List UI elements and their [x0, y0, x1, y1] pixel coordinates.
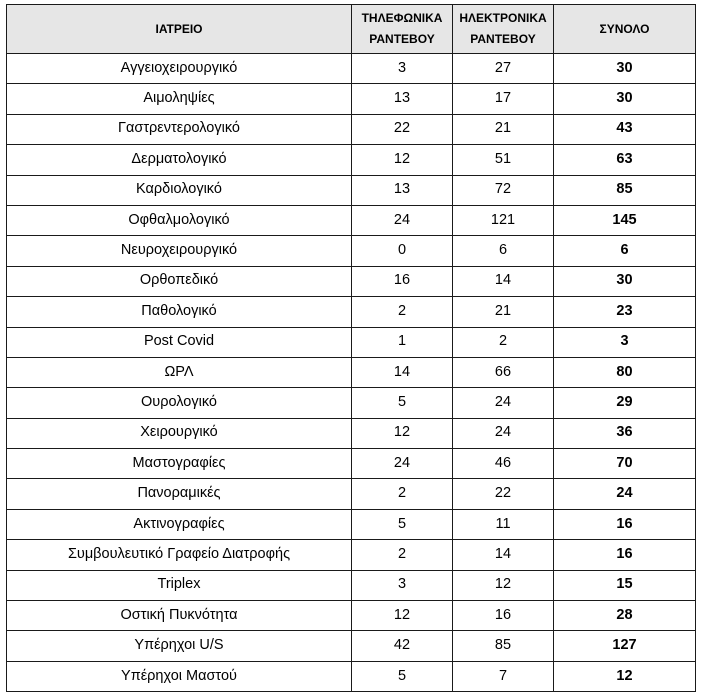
- phone-count-cell: 5: [352, 388, 453, 418]
- table-row: [7, 570, 696, 600]
- table-row: [7, 601, 696, 631]
- clinic-cell: Υπέρηχοι U/S: [7, 631, 352, 661]
- header-phone-appointments: [352, 5, 453, 54]
- online-count-cell: 24: [453, 388, 554, 418]
- clinic-cell: Ορθοπεδικό: [7, 266, 352, 296]
- table-row: [7, 145, 696, 175]
- header-phone-line1: ΤΗΛΕΦΩΝΙΚΑ: [361, 11, 443, 25]
- online-count-cell: 14: [453, 266, 554, 296]
- clinic-cell: Υπέρηχοι Μαστού: [7, 661, 352, 691]
- total-cell: 36: [554, 418, 696, 448]
- table-row: [7, 631, 696, 661]
- online-count-cell: 21: [453, 114, 554, 144]
- total-cell: 30: [554, 84, 696, 114]
- phone-count-cell: 0: [352, 236, 453, 266]
- total-cell: 145: [554, 205, 696, 235]
- table-row: [7, 84, 696, 114]
- online-count-cell: 14: [453, 540, 554, 570]
- header-phone-line2: ΡΑΝΤΕΒΟΥ: [369, 32, 435, 46]
- clinic-cell: Νευροχειρουργικό: [7, 236, 352, 266]
- clinic-cell: Αγγειοχειρουργικό: [7, 54, 352, 84]
- clinic-cell: Ουρολογικό: [7, 388, 352, 418]
- total-cell: 29: [554, 388, 696, 418]
- clinic-cell: Post Covid: [7, 327, 352, 357]
- total-cell: 23: [554, 297, 696, 327]
- table-row: [7, 327, 696, 357]
- online-count-cell: 66: [453, 357, 554, 387]
- online-count-cell: 21: [453, 297, 554, 327]
- total-cell: 28: [554, 601, 696, 631]
- table-row: [7, 509, 696, 539]
- phone-count-cell: 24: [352, 449, 453, 479]
- clinic-cell: Οφθαλμολογικό: [7, 205, 352, 235]
- online-count-cell: 121: [453, 205, 554, 235]
- online-count-cell: 51: [453, 145, 554, 175]
- total-cell: 63: [554, 145, 696, 175]
- clinic-cell: ΩΡΛ: [7, 357, 352, 387]
- total-cell: 3: [554, 327, 696, 357]
- phone-count-cell: 3: [352, 54, 453, 84]
- phone-count-cell: 24: [352, 205, 453, 235]
- total-cell: 85: [554, 175, 696, 205]
- table-row: [7, 418, 696, 448]
- online-count-cell: 72: [453, 175, 554, 205]
- total-cell: 24: [554, 479, 696, 509]
- online-count-cell: 27: [453, 54, 554, 84]
- phone-count-cell: 2: [352, 479, 453, 509]
- online-count-cell: 22: [453, 479, 554, 509]
- phone-count-cell: 13: [352, 84, 453, 114]
- header-online-line1: ΗΛΕΚΤΡΟΝΙΚΑ: [459, 11, 547, 25]
- table-row: [7, 479, 696, 509]
- clinic-cell: Πανοραμικές: [7, 479, 352, 509]
- table-header: [7, 5, 696, 54]
- phone-count-cell: 5: [352, 509, 453, 539]
- online-count-cell: 12: [453, 570, 554, 600]
- online-count-cell: 2: [453, 327, 554, 357]
- online-count-cell: 24: [453, 418, 554, 448]
- total-cell: 16: [554, 509, 696, 539]
- online-count-cell: 85: [453, 631, 554, 661]
- table-row: [7, 388, 696, 418]
- clinic-cell: Συμβουλευτικό Γραφείο Διατροφής: [7, 540, 352, 570]
- table-body: [7, 54, 696, 692]
- total-cell: 15: [554, 570, 696, 600]
- table-row: [7, 54, 696, 84]
- total-cell: 12: [554, 661, 696, 691]
- header-clinic: ΙΑΤΡΕΙΟ: [7, 5, 352, 54]
- header-online-line2: ΡΑΝΤΕΒΟΥ: [470, 32, 536, 46]
- table-row: [7, 357, 696, 387]
- phone-count-cell: 12: [352, 145, 453, 175]
- total-cell: 127: [554, 631, 696, 661]
- total-cell: 43: [554, 114, 696, 144]
- phone-count-cell: 13: [352, 175, 453, 205]
- total-cell: 80: [554, 357, 696, 387]
- clinic-cell: Γαστρεντερολογικό: [7, 114, 352, 144]
- clinic-cell: Δερματολογικό: [7, 145, 352, 175]
- header-row: [7, 5, 696, 54]
- online-count-cell: 6: [453, 236, 554, 266]
- total-cell: 16: [554, 540, 696, 570]
- clinic-cell: Μαστογραφίες: [7, 449, 352, 479]
- clinic-cell: Καρδιολογικό: [7, 175, 352, 205]
- online-count-cell: 16: [453, 601, 554, 631]
- online-count-cell: 17: [453, 84, 554, 114]
- table-row: [7, 661, 696, 691]
- phone-count-cell: 14: [352, 357, 453, 387]
- phone-count-cell: 5: [352, 661, 453, 691]
- clinic-cell: Χειρουργικό: [7, 418, 352, 448]
- clinic-cell: Αιμοληψίες: [7, 84, 352, 114]
- table-row: [7, 205, 696, 235]
- phone-count-cell: 3: [352, 570, 453, 600]
- clinic-cell: Παθολογικό: [7, 297, 352, 327]
- table-row: [7, 449, 696, 479]
- clinic-cell: Triplex: [7, 570, 352, 600]
- phone-count-cell: 22: [352, 114, 453, 144]
- header-total: ΣΥΝΟΛΟ: [554, 5, 696, 54]
- table-row: [7, 236, 696, 266]
- clinic-cell: Ακτινογραφίες: [7, 509, 352, 539]
- appointments-table: [6, 4, 696, 692]
- online-count-cell: 46: [453, 449, 554, 479]
- total-cell: 6: [554, 236, 696, 266]
- phone-count-cell: 2: [352, 540, 453, 570]
- header-online-appointments: [453, 5, 554, 54]
- phone-count-cell: 12: [352, 601, 453, 631]
- table-row: [7, 540, 696, 570]
- total-cell: 30: [554, 54, 696, 84]
- table-row: [7, 266, 696, 296]
- total-cell: 70: [554, 449, 696, 479]
- phone-count-cell: 16: [352, 266, 453, 296]
- online-count-cell: 11: [453, 509, 554, 539]
- phone-count-cell: 12: [352, 418, 453, 448]
- clinic-cell: Οστική Πυκνότητα: [7, 601, 352, 631]
- phone-count-cell: 2: [352, 297, 453, 327]
- table-row: [7, 175, 696, 205]
- total-cell: 30: [554, 266, 696, 296]
- phone-count-cell: 1: [352, 327, 453, 357]
- table-row: [7, 297, 696, 327]
- phone-count-cell: 42: [352, 631, 453, 661]
- table-row: [7, 114, 696, 144]
- online-count-cell: 7: [453, 661, 554, 691]
